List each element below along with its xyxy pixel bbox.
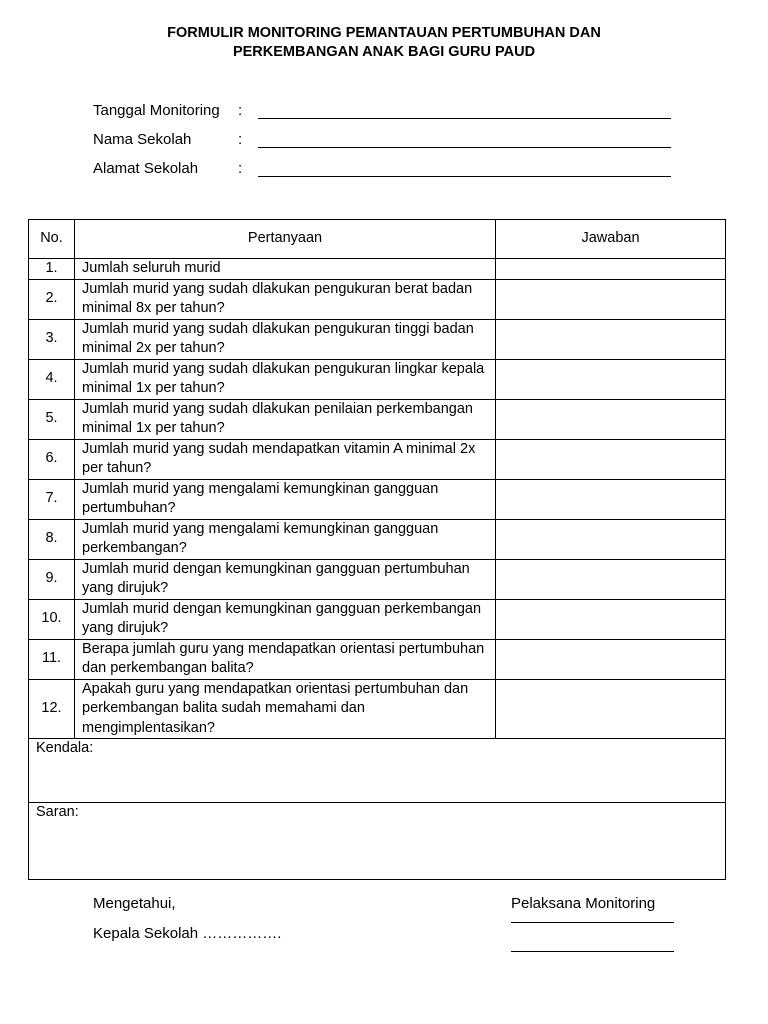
field-label: Nama Sekolah xyxy=(93,131,192,148)
row-number: 9. xyxy=(29,559,75,599)
row-answer-cell[interactable] xyxy=(496,639,726,679)
header-answer: Jawaban xyxy=(496,220,726,259)
field-label: Tanggal Monitoring xyxy=(93,102,220,119)
table-row xyxy=(29,519,726,559)
row-number: 2. xyxy=(29,279,75,319)
row-number: 7. xyxy=(29,479,75,519)
saran-label: Saran: xyxy=(36,804,79,820)
table-row xyxy=(29,399,726,439)
header-question: Pertanyaan xyxy=(75,220,496,259)
row-question: Jumlah murid yang sudah dlakukan penilaian perkembangan minimal 1x per tahun? xyxy=(75,399,496,439)
field-colon: : xyxy=(238,131,243,148)
table-row xyxy=(29,259,726,280)
signature-line[interactable] xyxy=(511,922,674,923)
row-question: Jumlah seluruh murid xyxy=(75,259,496,280)
row-number: 6. xyxy=(29,439,75,479)
row-question: Jumlah murid yang sudah dlakukan pengukuran tinggi badan minimal 2x per tahun? xyxy=(75,319,496,359)
row-number: 3. xyxy=(29,319,75,359)
row-answer-cell[interactable] xyxy=(496,279,726,319)
row-number: 5. xyxy=(29,399,75,439)
row-number: 10. xyxy=(29,599,75,639)
row-number: 11. xyxy=(29,639,75,679)
saran-row xyxy=(29,803,726,880)
row-number: 1. xyxy=(29,259,75,280)
field-blank-line[interactable] xyxy=(258,118,671,119)
form-title xyxy=(0,24,768,62)
table-row xyxy=(29,479,726,519)
row-answer-cell[interactable] xyxy=(496,319,726,359)
form-title-line-2: PERKEMBANGAN ANAK BAGI GURU PAUD xyxy=(232,44,536,60)
kendala-label: Kendala: xyxy=(36,740,94,756)
pelaksana-monitoring-label: Pelaksana Monitoring xyxy=(511,895,656,912)
header-no: No. xyxy=(29,220,75,259)
row-number: 12. xyxy=(29,679,75,739)
row-answer-cell[interactable] xyxy=(496,399,726,439)
row-answer-cell[interactable] xyxy=(496,439,726,479)
kepala-sekolah-label: Kepala Sekolah ……………. xyxy=(93,925,282,942)
table-row xyxy=(29,279,726,319)
table-row xyxy=(29,679,726,739)
row-answer-cell[interactable] xyxy=(496,359,726,399)
row-question: Jumlah murid dengan kemungkinan gangguan pertumbuhan yang dirujuk? xyxy=(75,559,496,599)
table-row xyxy=(29,639,726,679)
saran-cell[interactable] xyxy=(29,803,726,880)
row-question: Jumlah murid yang sudah dlakukan pengukuran lingkar kepala minimal 1x per tahun? xyxy=(75,359,496,399)
row-answer-cell[interactable] xyxy=(496,679,726,739)
row-question: Jumlah murid yang mengalami kemungkinan gangguan pertumbuhan? xyxy=(75,479,496,519)
row-question: Jumlah murid yang sudah dlakukan pengukuran berat badan minimal 8x per tahun? xyxy=(75,279,496,319)
row-question: Jumlah murid dengan kemungkinan gangguan perkembangan yang dirujuk? xyxy=(75,599,496,639)
table-row xyxy=(29,599,726,639)
table-row xyxy=(29,359,726,399)
kendala-cell[interactable] xyxy=(29,739,726,803)
row-answer-cell[interactable] xyxy=(496,479,726,519)
table-row xyxy=(29,319,726,359)
field-colon: : xyxy=(238,102,243,119)
field-blank-line[interactable] xyxy=(258,176,671,177)
table-row xyxy=(29,559,726,599)
row-number: 4. xyxy=(29,359,75,399)
field-label: Alamat Sekolah xyxy=(93,160,199,177)
table-header-row xyxy=(29,220,726,259)
field-blank-line[interactable] xyxy=(258,147,671,148)
form-title-line-1: FORMULIR MONITORING PEMANTAUAN PERTUMBUHAN DAN xyxy=(167,25,601,41)
name-line[interactable] xyxy=(511,951,674,952)
kendala-row xyxy=(29,739,726,803)
row-answer-cell[interactable] xyxy=(496,599,726,639)
row-number: 8. xyxy=(29,519,75,559)
row-question: Jumlah murid yang mengalami kemungkinan gangguan perkembangan? xyxy=(75,519,496,559)
field-colon: : xyxy=(238,160,243,177)
row-question: Apakah guru yang mendapatkan orientasi pertumbuhan dan perkembangan balita sudah memahami dan mengimplentasikan? xyxy=(75,679,496,739)
row-question: Jumlah murid yang sudah mendapatkan vitamin A minimal 2x per tahun? xyxy=(75,439,496,479)
monitoring-table xyxy=(28,219,726,880)
row-answer-cell[interactable] xyxy=(496,519,726,559)
table-row xyxy=(29,439,726,479)
row-question: Berapa jumlah guru yang mendapatkan orientasi pertumbuhan dan perkembangan balita? xyxy=(75,639,496,679)
mengetahui-label: Mengetahui, xyxy=(93,895,176,912)
row-answer-cell[interactable] xyxy=(496,559,726,599)
row-answer-cell[interactable] xyxy=(496,259,726,280)
